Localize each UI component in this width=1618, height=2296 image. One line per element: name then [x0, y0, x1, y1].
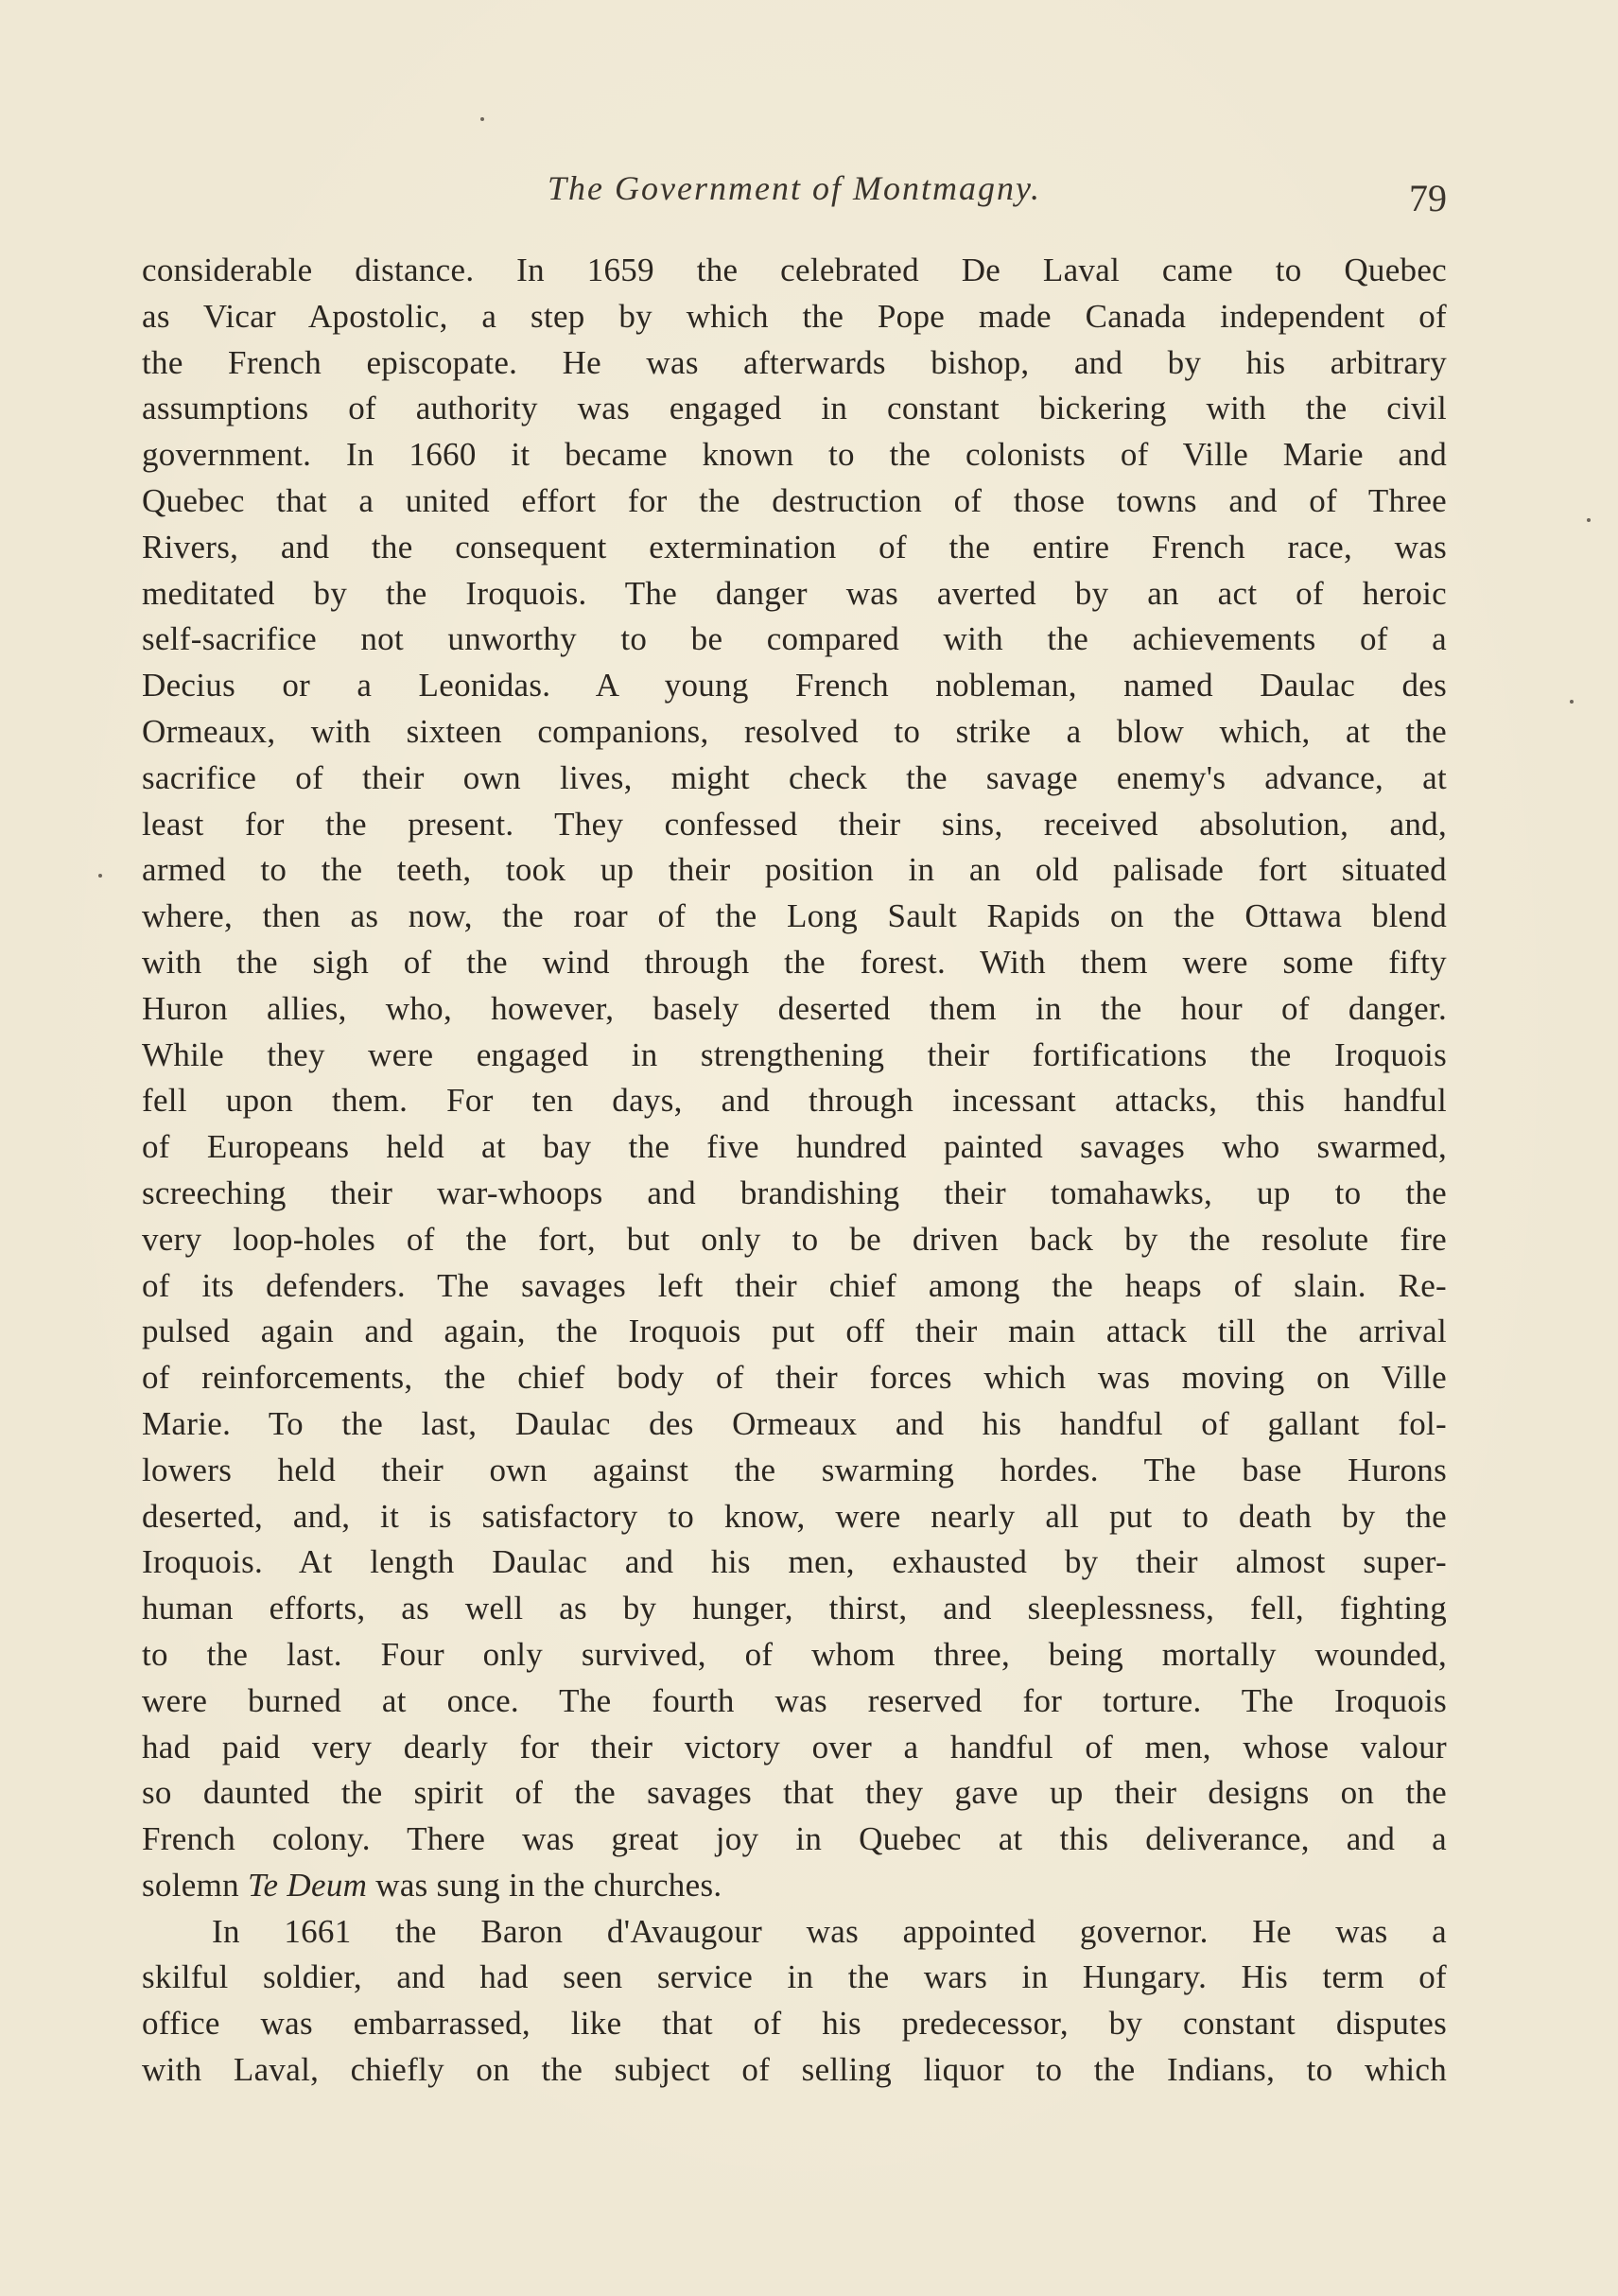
text-span: solemn: [142, 1866, 248, 1904]
text-line: Decius or a Leonidas. A young French nobleman, named Daulac des: [142, 667, 1447, 704]
text-line: deserted, and, it is satisfactory to know, were nearly all put to death by the: [142, 1497, 1447, 1535]
text-line: pulsed again and again, the Iroquois put off their main attack till the arrival: [142, 1313, 1447, 1350]
text-line: Huron allies, who, however, basely deserted them in the hour of danger.: [142, 989, 1447, 1027]
text-line: so daunted the spirit of the savages that they gave up their designs on the: [142, 1774, 1447, 1812]
text-line: assumptions of authority was engaged in constant bickering with the civil: [142, 390, 1447, 427]
text-line: sacrifice of their own lives, might check the savage enemy's advance, at: [142, 758, 1447, 796]
page-number: 79: [1409, 177, 1447, 219]
text-line: were burned at once. The fourth was reserved for torture. The Iroquois: [142, 1681, 1447, 1719]
running-title: The Government of Montmagny.: [548, 169, 1041, 207]
text-line: as Vicar Apostolic, a step by which the Pope made Canada independent of: [142, 297, 1447, 335]
text-line: While they were engaged in strengthening their fortifications the Iroquois: [142, 1035, 1447, 1073]
text-line: office was embarrassed, like that of his predecessor, by constant disputes: [142, 2005, 1447, 2043]
text-line: Quebec that a united effort for the destruction of those towns and of Three: [142, 481, 1447, 519]
text-line-last: [142, 1863, 1447, 1909]
text-line: self-sacrifice not unworthy to be compared with the achievements of a: [142, 620, 1447, 658]
text-line: screeching their war-whoops and brandishing their tomahawks, up to the: [142, 1174, 1447, 1211]
italic-phrase: Te Deum: [247, 1866, 368, 1904]
text-line: with Laval, chiefly on the subject of selling liquor to the Indians, to which: [142, 2051, 1447, 2089]
text-line: considerable distance. In 1659 the celebrated De Laval came to Quebec: [142, 252, 1447, 288]
text-line: In 1661 the Baron d'Avaugour was appointed governor. He was a: [212, 1912, 1447, 1950]
text-line: where, then as now, the roar of the Long Sault Rapids on the Ottawa blend: [142, 897, 1447, 935]
ink-speck: [1587, 518, 1591, 522]
ink-speck: [1570, 700, 1574, 704]
text-line: lowers held their own against the swarming hordes. The base Hurons: [142, 1451, 1447, 1488]
text-line: meditated by the Iroquois. The danger was averted by an act of heroic: [142, 574, 1447, 612]
text-line: Iroquois. At length Daulac and his men, exhausted by their almost super-: [142, 1543, 1447, 1581]
text-line: the French episcopate. He was afterwards bishop, and by his arbitrary: [142, 343, 1447, 381]
text-line: Marie. To the last, Daulac des Ormeaux and his handful of gallant fol-: [142, 1404, 1447, 1442]
text-span: was sung in the churches.: [367, 1866, 722, 1904]
text-line: of Europeans held at bay the five hundred painted savages who swarmed,: [142, 1128, 1447, 1166]
text-line: of its defenders. The savages left their chief among the heaps of slain. Re-: [142, 1266, 1447, 1304]
body-text: [142, 248, 1447, 2094]
text-line: very loop-holes of the fort, but only to be driven back by the resolute fire: [142, 1220, 1447, 1258]
text-line: Rivers, and the consequent extermination of the entire French race, was: [142, 528, 1447, 565]
text-line: human efforts, as well as by hunger, thirst, and sleeplessness, fell, fighting: [142, 1590, 1447, 1627]
paragraph-1: [142, 248, 1447, 1909]
text-line: least for the present. They confessed their sins, received absolution, and,: [142, 805, 1447, 843]
text-line: French colony. There was great joy in Quebec at this deliverance, and a: [142, 1820, 1447, 1858]
text-line: fell upon them. For ten days, and through incessant attacks, this handful: [142, 1082, 1447, 1120]
text-line: to the last. Four only survived, of whom three, being mortally wounded,: [142, 1635, 1447, 1673]
text-line: with the sigh of the wind through the forest. With them were some fifty: [142, 943, 1447, 981]
paragraph-2: [142, 1909, 1447, 2094]
text-line: of reinforcements, the chief body of their forces which was moving on Ville: [142, 1359, 1447, 1397]
text-line: had paid very dearly for their victory over a handful of men, whose valour: [142, 1728, 1447, 1765]
ink-speck: [480, 117, 484, 121]
text-line: skilful soldier, and had seen service in the wars in Hungary. His term of: [142, 1958, 1447, 1996]
text-line: armed to the teeth, took up their position in an old palisade fort situated: [142, 851, 1447, 889]
ink-speck: [98, 874, 102, 878]
text-line: government. In 1660 it became known to the colonists of Ville Marie and: [142, 436, 1447, 474]
running-head: [142, 161, 1447, 217]
text-line: Ormeaux, with sixteen companions, resolved to strike a blow which, at the: [142, 712, 1447, 750]
